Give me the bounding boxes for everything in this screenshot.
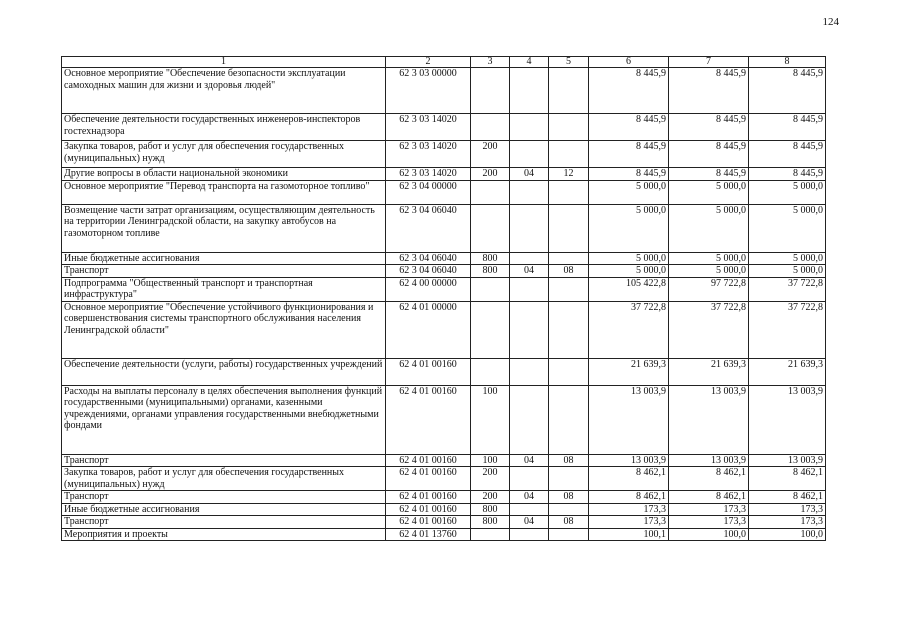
row-section-cell: [510, 204, 549, 252]
row-expense-type-cell: 200: [471, 168, 510, 181]
row-code-cell: 62 4 01 00160: [386, 516, 471, 529]
row-name-cell: Обеспечение деятельности государственных инженеров-инспекторов гостехнадзора: [62, 114, 386, 141]
row-subsection-cell: [549, 385, 589, 454]
row-code-cell: 62 4 00 00000: [386, 277, 471, 301]
table-row: [62, 168, 826, 181]
row-expense-type-cell: [471, 301, 510, 358]
row-expense-type-cell: [471, 204, 510, 252]
row-value-col8-cell: 173,3: [749, 503, 826, 516]
table-row: [62, 385, 826, 454]
budget-table: [61, 56, 826, 541]
row-value-col7-cell: 5 000,0: [669, 180, 749, 204]
row-expense-type-cell: 100: [471, 454, 510, 467]
row-expense-type-cell: 100: [471, 385, 510, 454]
row-section-cell: 04: [510, 168, 549, 181]
row-value-col7-cell: 173,3: [669, 503, 749, 516]
table-row: [62, 301, 826, 358]
row-value-col8-cell: 21 639,3: [749, 358, 826, 385]
column-header: 1: [62, 57, 386, 68]
row-name-cell: Основное мероприятие "Обеспечение устойчивого функционирования и совершенствования системы транспортного обслуживания населения Ленинградской области": [62, 301, 386, 358]
row-subsection-cell: [549, 503, 589, 516]
row-section-cell: [510, 358, 549, 385]
row-name-cell: Транспорт: [62, 454, 386, 467]
row-subsection-cell: [549, 180, 589, 204]
row-value-col8-cell: 13 003,9: [749, 385, 826, 454]
table-row: [62, 454, 826, 467]
row-code-cell: 62 4 01 00160: [386, 491, 471, 504]
row-code-cell: 62 4 01 13760: [386, 528, 471, 541]
row-value-col6-cell: 173,3: [589, 503, 669, 516]
table-row: [62, 467, 826, 491]
row-code-cell: 62 4 01 00000: [386, 301, 471, 358]
row-value-col7-cell: 173,3: [669, 516, 749, 529]
table-row: [62, 277, 826, 301]
row-value-col6-cell: 8 462,1: [589, 491, 669, 504]
row-value-col7-cell: 8 445,9: [669, 68, 749, 114]
row-value-col7-cell: 8 445,9: [669, 141, 749, 168]
row-code-cell: 62 3 03 00000: [386, 68, 471, 114]
row-value-col8-cell: 8 462,1: [749, 467, 826, 491]
row-value-col7-cell: 13 003,9: [669, 454, 749, 467]
row-value-col7-cell: 8 445,9: [669, 114, 749, 141]
row-value-col8-cell: 100,0: [749, 528, 826, 541]
row-value-col8-cell: 8 445,9: [749, 114, 826, 141]
row-value-col6-cell: 21 639,3: [589, 358, 669, 385]
table-body: [62, 68, 826, 541]
row-value-col8-cell: 37 722,8: [749, 277, 826, 301]
row-value-col8-cell: 5 000,0: [749, 265, 826, 278]
column-header: 8: [749, 57, 826, 68]
column-header: 2: [386, 57, 471, 68]
row-code-cell: 62 3 03 14020: [386, 114, 471, 141]
row-value-col6-cell: 37 722,8: [589, 301, 669, 358]
row-name-cell: Иные бюджетные ассигнования: [62, 252, 386, 265]
row-value-col6-cell: 8 445,9: [589, 68, 669, 114]
row-name-cell: Возмещение части затрат организациям, осуществляющим деятельность на территории Ленинградской области, на закупку автобусов на газомоторном топливе: [62, 204, 386, 252]
row-subsection-cell: [549, 528, 589, 541]
row-code-cell: 62 4 01 00160: [386, 385, 471, 454]
row-value-col7-cell: 37 722,8: [669, 301, 749, 358]
row-section-cell: [510, 467, 549, 491]
row-subsection-cell: 08: [549, 491, 589, 504]
row-value-col8-cell: 8 445,9: [749, 168, 826, 181]
row-value-col7-cell: 5 000,0: [669, 265, 749, 278]
row-value-col6-cell: 5 000,0: [589, 204, 669, 252]
row-value-col7-cell: 8 462,1: [669, 491, 749, 504]
row-section-cell: [510, 277, 549, 301]
page-number: 124: [822, 16, 839, 28]
table-row: [62, 141, 826, 168]
row-name-cell: Иные бюджетные ассигнования: [62, 503, 386, 516]
row-code-cell: 62 3 04 06040: [386, 252, 471, 265]
column-header: 7: [669, 57, 749, 68]
row-subsection-cell: 08: [549, 454, 589, 467]
row-section-cell: [510, 301, 549, 358]
row-subsection-cell: [549, 141, 589, 168]
row-value-col6-cell: 13 003,9: [589, 385, 669, 454]
table-row: [62, 265, 826, 278]
row-value-col8-cell: 8 462,1: [749, 491, 826, 504]
row-subsection-cell: 08: [549, 265, 589, 278]
row-section-cell: [510, 180, 549, 204]
row-expense-type-cell: 800: [471, 265, 510, 278]
row-value-col6-cell: 8 445,9: [589, 141, 669, 168]
table-row: [62, 528, 826, 541]
row-subsection-cell: [549, 467, 589, 491]
row-section-cell: [510, 252, 549, 265]
row-value-col8-cell: 5 000,0: [749, 180, 826, 204]
row-name-cell: Транспорт: [62, 265, 386, 278]
row-value-col6-cell: 13 003,9: [589, 454, 669, 467]
row-subsection-cell: [549, 358, 589, 385]
row-value-col6-cell: 5 000,0: [589, 252, 669, 265]
row-value-col6-cell: 105 422,8: [589, 277, 669, 301]
row-section-cell: [510, 503, 549, 516]
row-value-col7-cell: 5 000,0: [669, 252, 749, 265]
row-subsection-cell: [549, 301, 589, 358]
table-row: [62, 503, 826, 516]
row-expense-type-cell: 200: [471, 491, 510, 504]
row-value-col6-cell: 8 462,1: [589, 467, 669, 491]
row-section-cell: [510, 141, 549, 168]
row-subsection-cell: [549, 204, 589, 252]
row-name-cell: Основное мероприятие "Обеспечение безопасности эксплуатации самоходных машин для жизни и здоровья людей": [62, 68, 386, 114]
row-subsection-cell: [549, 252, 589, 265]
row-expense-type-cell: 800: [471, 252, 510, 265]
row-subsection-cell: [549, 68, 589, 114]
row-code-cell: 62 3 04 00000: [386, 180, 471, 204]
row-value-col8-cell: 173,3: [749, 516, 826, 529]
row-code-cell: 62 4 01 00160: [386, 358, 471, 385]
table-row: [62, 252, 826, 265]
row-expense-type-cell: 200: [471, 467, 510, 491]
row-expense-type-cell: 800: [471, 503, 510, 516]
row-name-cell: Подпрограмма "Общественный транспорт и транспортная инфраструктура": [62, 277, 386, 301]
row-name-cell: Другие вопросы в области национальной экономики: [62, 168, 386, 181]
header-row: [62, 57, 826, 68]
row-code-cell: 62 3 04 06040: [386, 204, 471, 252]
row-value-col8-cell: 8 445,9: [749, 68, 826, 114]
row-expense-type-cell: [471, 528, 510, 541]
row-subsection-cell: 08: [549, 516, 589, 529]
row-value-col7-cell: 5 000,0: [669, 204, 749, 252]
row-value-col7-cell: 100,0: [669, 528, 749, 541]
row-name-cell: Закупка товаров, работ и услуг для обеспечения государственных (муниципальных) нужд: [62, 467, 386, 491]
table-row: [62, 180, 826, 204]
row-name-cell: Мероприятия и проекты: [62, 528, 386, 541]
row-section-cell: [510, 528, 549, 541]
table-row: [62, 491, 826, 504]
row-section-cell: [510, 68, 549, 114]
row-subsection-cell: [549, 114, 589, 141]
row-code-cell: 62 3 04 06040: [386, 265, 471, 278]
column-header: 4: [510, 57, 549, 68]
row-code-cell: 62 3 03 14020: [386, 168, 471, 181]
row-value-col6-cell: 8 445,9: [589, 168, 669, 181]
table-row: [62, 204, 826, 252]
row-section-cell: [510, 114, 549, 141]
table-row: [62, 516, 826, 529]
row-name-cell: Транспорт: [62, 491, 386, 504]
row-value-col7-cell: 97 722,8: [669, 277, 749, 301]
column-header: 5: [549, 57, 589, 68]
row-value-col6-cell: 5 000,0: [589, 180, 669, 204]
row-expense-type-cell: [471, 68, 510, 114]
row-section-cell: 04: [510, 265, 549, 278]
column-header: 6: [589, 57, 669, 68]
row-value-col7-cell: 21 639,3: [669, 358, 749, 385]
row-code-cell: 62 4 01 00160: [386, 467, 471, 491]
row-name-cell: Расходы на выплаты персоналу в целях обеспечения выполнения функций государственными (муниципальными) органами, казенными учреждениями, органами управления государственными внебюджетными фондами: [62, 385, 386, 454]
row-value-col6-cell: 8 445,9: [589, 114, 669, 141]
row-value-col6-cell: 173,3: [589, 516, 669, 529]
row-value-col7-cell: 13 003,9: [669, 385, 749, 454]
row-value-col8-cell: 5 000,0: [749, 204, 826, 252]
row-subsection-cell: 12: [549, 168, 589, 181]
row-name-cell: Транспорт: [62, 516, 386, 529]
row-code-cell: 62 4 01 00160: [386, 503, 471, 516]
column-header: 3: [471, 57, 510, 68]
row-subsection-cell: [549, 277, 589, 301]
row-name-cell: Обеспечение деятельности (услуги, работы) государственных учреждений: [62, 358, 386, 385]
row-value-col6-cell: 100,1: [589, 528, 669, 541]
row-expense-type-cell: [471, 114, 510, 141]
row-code-cell: 62 3 03 14020: [386, 141, 471, 168]
row-name-cell: Закупка товаров, работ и услуг для обеспечения государственных (муниципальных) нужд: [62, 141, 386, 168]
row-section-cell: 04: [510, 454, 549, 467]
row-expense-type-cell: 200: [471, 141, 510, 168]
row-value-col8-cell: 8 445,9: [749, 141, 826, 168]
row-section-cell: [510, 385, 549, 454]
row-expense-type-cell: 800: [471, 516, 510, 529]
row-value-col8-cell: 13 003,9: [749, 454, 826, 467]
row-code-cell: 62 4 01 00160: [386, 454, 471, 467]
table-row: [62, 68, 826, 114]
row-name-cell: Основное мероприятие "Перевод транспорта на газомоторное топливо": [62, 180, 386, 204]
row-section-cell: 04: [510, 491, 549, 504]
row-expense-type-cell: [471, 180, 510, 204]
row-value-col7-cell: 8 445,9: [669, 168, 749, 181]
row-value-col8-cell: 37 722,8: [749, 301, 826, 358]
row-expense-type-cell: [471, 358, 510, 385]
table-row: [62, 114, 826, 141]
row-value-col8-cell: 5 000,0: [749, 252, 826, 265]
row-value-col7-cell: 8 462,1: [669, 467, 749, 491]
row-expense-type-cell: [471, 277, 510, 301]
table-row: [62, 358, 826, 385]
row-section-cell: 04: [510, 516, 549, 529]
row-value-col6-cell: 5 000,0: [589, 265, 669, 278]
